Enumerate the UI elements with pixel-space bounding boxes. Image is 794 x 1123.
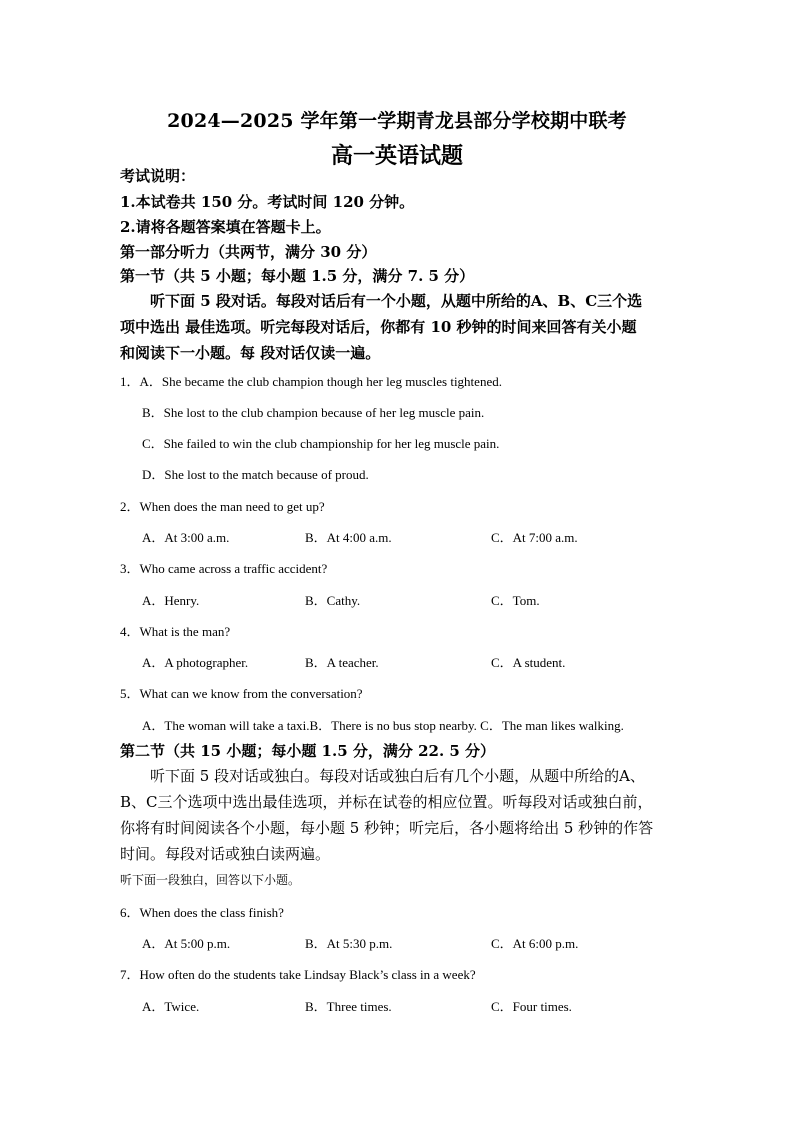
question-2-option-a: A．At 3:00 a.m. [142, 530, 230, 545]
question-7-option-a: A．Twice. [142, 999, 200, 1014]
question-7-option-c: C．Four times. [491, 999, 572, 1014]
question-6-option-b: B．At 5:30 p.m. [305, 936, 393, 951]
question-3-option-c: C．Tom. [491, 593, 540, 608]
question-1-option-d: D．She lost to the match because of proud. [142, 467, 369, 482]
directions-line: B、C三个选项中选出最佳选项，并标在试卷的相应位置。听每段对话或独白前， [120, 793, 653, 811]
question-7-option-b: B．Three times. [305, 999, 392, 1014]
question-3-option-a: A．Henry. [142, 593, 200, 608]
question-4-stem: 4．What is the man? [120, 624, 231, 639]
question-2-option-b: B．At 4:00 a.m. [305, 530, 392, 545]
section2-directions [120, 763, 680, 867]
question-1-option-c: C．She failed to win the club championship for her leg muscle pain. [142, 436, 500, 451]
question-6-option-c: C．At 6:00 p.m. [491, 936, 579, 951]
exam-title: 2024—2025 学年第一学期青龙县部分学校期中联考 [167, 110, 627, 132]
instruction-line-2: 2.请将各题答案填在答题卡上。 [120, 218, 331, 236]
directions-line: 听下面 5 段对话。每段对话后有一个小题，从题中所给的A、B、C三个选 [150, 292, 643, 310]
directions-line: 项中选出 最佳选项。听完每段对话后，你都有 10 秒钟的时间来回答有关小题 [120, 318, 637, 336]
question-2-stem: 2．When does the man need to get up? [120, 499, 325, 514]
question-5-options: A．The woman will take a taxi.B．There is no bus stop nearby. C．The man likes walking. [142, 718, 624, 733]
question-4-option-a: A．A photographer. [142, 655, 249, 670]
exam-subtitle: 高一英语试题 [330, 143, 463, 169]
question-1-option-a: 1．A．She became the club champion though her leg muscles tightened. [120, 374, 502, 389]
directions-line: 时间。每段对话或独白读两遍。 [120, 845, 331, 863]
directions-line: 和阅读下一小题。每 段对话仅读一遍。 [120, 344, 381, 362]
question-5-stem: 5．What can we know from the conversation? [120, 686, 363, 701]
part1-heading: 第一部分听力（共两节，满分 30 分） [120, 243, 377, 261]
question-2-option-c: C．At 7:00 a.m. [491, 530, 578, 545]
question-4-option-c: C．A student. [491, 655, 566, 670]
question-1-option-b: B．She lost to the club champion because of her leg muscle pain. [142, 405, 485, 420]
section1-heading: 第一节（共 5 小题；每小题 1.5 分，满分 7. 5 分） [120, 267, 475, 285]
instruction-line-1: 1.本试卷共 150 分。考试时间 120 分钟。 [120, 193, 415, 211]
directions-line: 听下面 5 段对话或独白。每段对话或独白后有几个小题，从题中所给的A、 [150, 767, 645, 785]
question-3-stem: 3．Who came across a traffic accident? [120, 561, 328, 576]
question-3-option-b: B．Cathy. [305, 593, 361, 608]
question-6-stem: 6．When does the class finish? [120, 905, 284, 920]
section1-directions [120, 288, 680, 366]
instructions-heading: 考试说明： [120, 167, 196, 185]
directions-line: 你将有时间阅读各个小题，每小题 5 秒钟；听完后，各小题将给出 5 秒钟的作答 [120, 819, 654, 837]
question-6-option-a: A．At 5:00 p.m. [142, 936, 231, 951]
section2-heading: 第二节（共 15 小题；每小题 1.5 分，满分 22. 5 分） [120, 742, 496, 760]
question-4-option-b: B．A teacher. [305, 655, 379, 670]
question-7-stem: 7．How often do the students take Lindsay Black’s class in a week? [120, 967, 476, 982]
monologue-note: 听下面一段独白，回答以下小题。 [120, 873, 301, 887]
